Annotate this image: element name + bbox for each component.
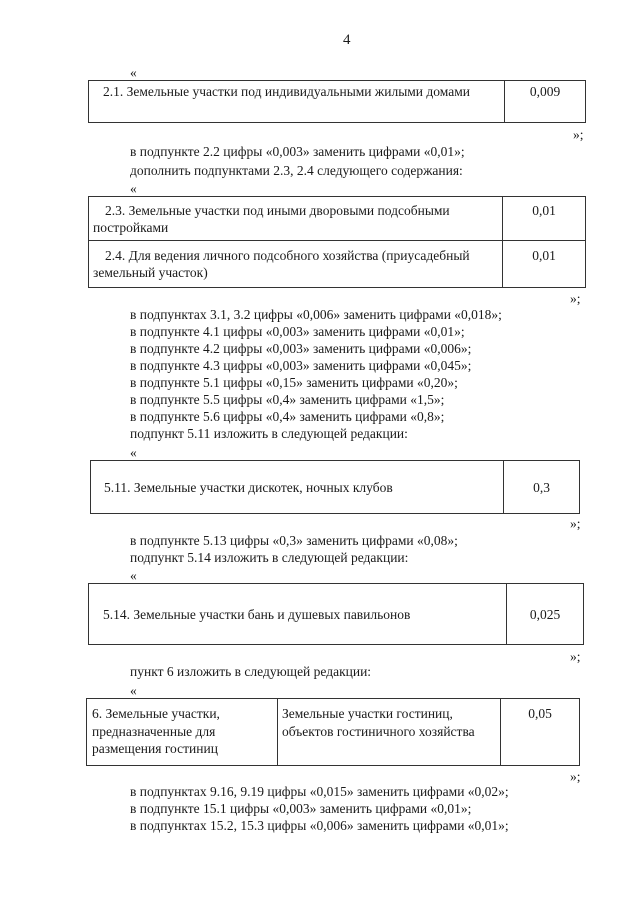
col1-line: предназначенные для xyxy=(92,724,216,739)
table-6 xyxy=(86,698,580,766)
text-line: в подпункте 2.2 цифры «0,003» заменить цифрами «0,01»; xyxy=(130,144,465,159)
quote-close: »; xyxy=(570,291,581,306)
quote-close: »; xyxy=(573,127,584,142)
page-number: 4 xyxy=(343,32,351,48)
col1-line: 6. Земельные участки, xyxy=(92,706,220,721)
text-line: в подпунктах 9.16, 9.19 цифры «0,015» заменить цифрами «0,02»; xyxy=(130,784,509,799)
col2-line: Земельные участки гостиниц, xyxy=(282,706,453,721)
text-line: в подпункте 5.1 цифры «0,15» заменить цифрами «0,20»; xyxy=(130,375,458,390)
text-line: в подпункте 4.1 цифры «0,003» заменить цифрами «0,01»; xyxy=(130,324,465,339)
row-text: 2.1. Земельные участки под индивидуальными жилыми домами xyxy=(103,84,470,99)
col2-line: объектов гостиничного хозяйства xyxy=(282,724,475,739)
text-line: в подпункте 4.2 цифры «0,003» заменить цифрами «0,006»; xyxy=(130,341,472,356)
text-line: подпункт 5.11 изложить в следующей редакции: xyxy=(130,426,408,441)
text-line: в подпункте 5.6 цифры «0,4» заменить цифрами «0,8»; xyxy=(130,409,445,424)
row-value: 0,3 xyxy=(533,480,550,495)
row-value: 0,01 xyxy=(532,248,556,263)
table-row-2-1 xyxy=(88,80,586,123)
table-5-11 xyxy=(90,460,580,514)
text-line: в подпунктах 15.2, 15.3 цифры «0,006» заменить цифрами «0,01»; xyxy=(130,818,509,833)
row-value: 0,05 xyxy=(528,706,552,721)
row-value: 0,01 xyxy=(532,203,556,218)
quote-open: « xyxy=(130,181,137,196)
text-line: в подпункте 4.3 цифры «0,003» заменить цифрами «0,045»; xyxy=(130,358,472,373)
text-line: в подпункте 5.5 цифры «0,4» заменить цифрами «1,5»; xyxy=(130,392,445,407)
table-2 xyxy=(88,196,586,288)
quote-close: »; xyxy=(570,649,581,664)
col1-line: размещения гостиниц xyxy=(92,741,218,756)
row-value: 0,025 xyxy=(529,607,561,622)
row-text: 5.11. Земельные участки дискотек, ночных клубов xyxy=(104,480,393,495)
text-line: в подпунктах 3.1, 3.2 цифры «0,006» заменить цифрами «0,018»; xyxy=(130,307,502,322)
row-text: 2.3. Земельные участки под иными дворовыми подсобными постройками xyxy=(93,203,450,235)
text-line: подпункт 5.14 изложить в следующей редакции: xyxy=(130,550,409,565)
row-text: 2.4. Для ведения личного подсобного хозяйства (приусадебный земельный участок) xyxy=(93,248,470,280)
quote-open: « xyxy=(130,445,137,460)
quote-open: « xyxy=(130,65,137,80)
text-line: пункт 6 изложить в следующей редакции: xyxy=(130,664,372,679)
text-line: в подпункте 15.1 цифры «0,003» заменить цифрами «0,01»; xyxy=(130,801,472,816)
quote-open: « xyxy=(130,568,137,583)
table-5-14 xyxy=(88,583,584,645)
row-text: 5.14. Земельные участки бань и душевых павильонов xyxy=(103,607,411,622)
quote-open: « xyxy=(130,683,137,698)
quote-close: »; xyxy=(570,769,581,784)
text-line: в подпункте 5.13 цифры «0,3» заменить цифрами «0,08»; xyxy=(130,533,458,548)
quote-close: »; xyxy=(570,516,581,531)
text-line: дополнить подпунктами 2.3, 2.4 следующего содержания: xyxy=(130,163,463,178)
row-value: 0,009 xyxy=(529,84,561,99)
